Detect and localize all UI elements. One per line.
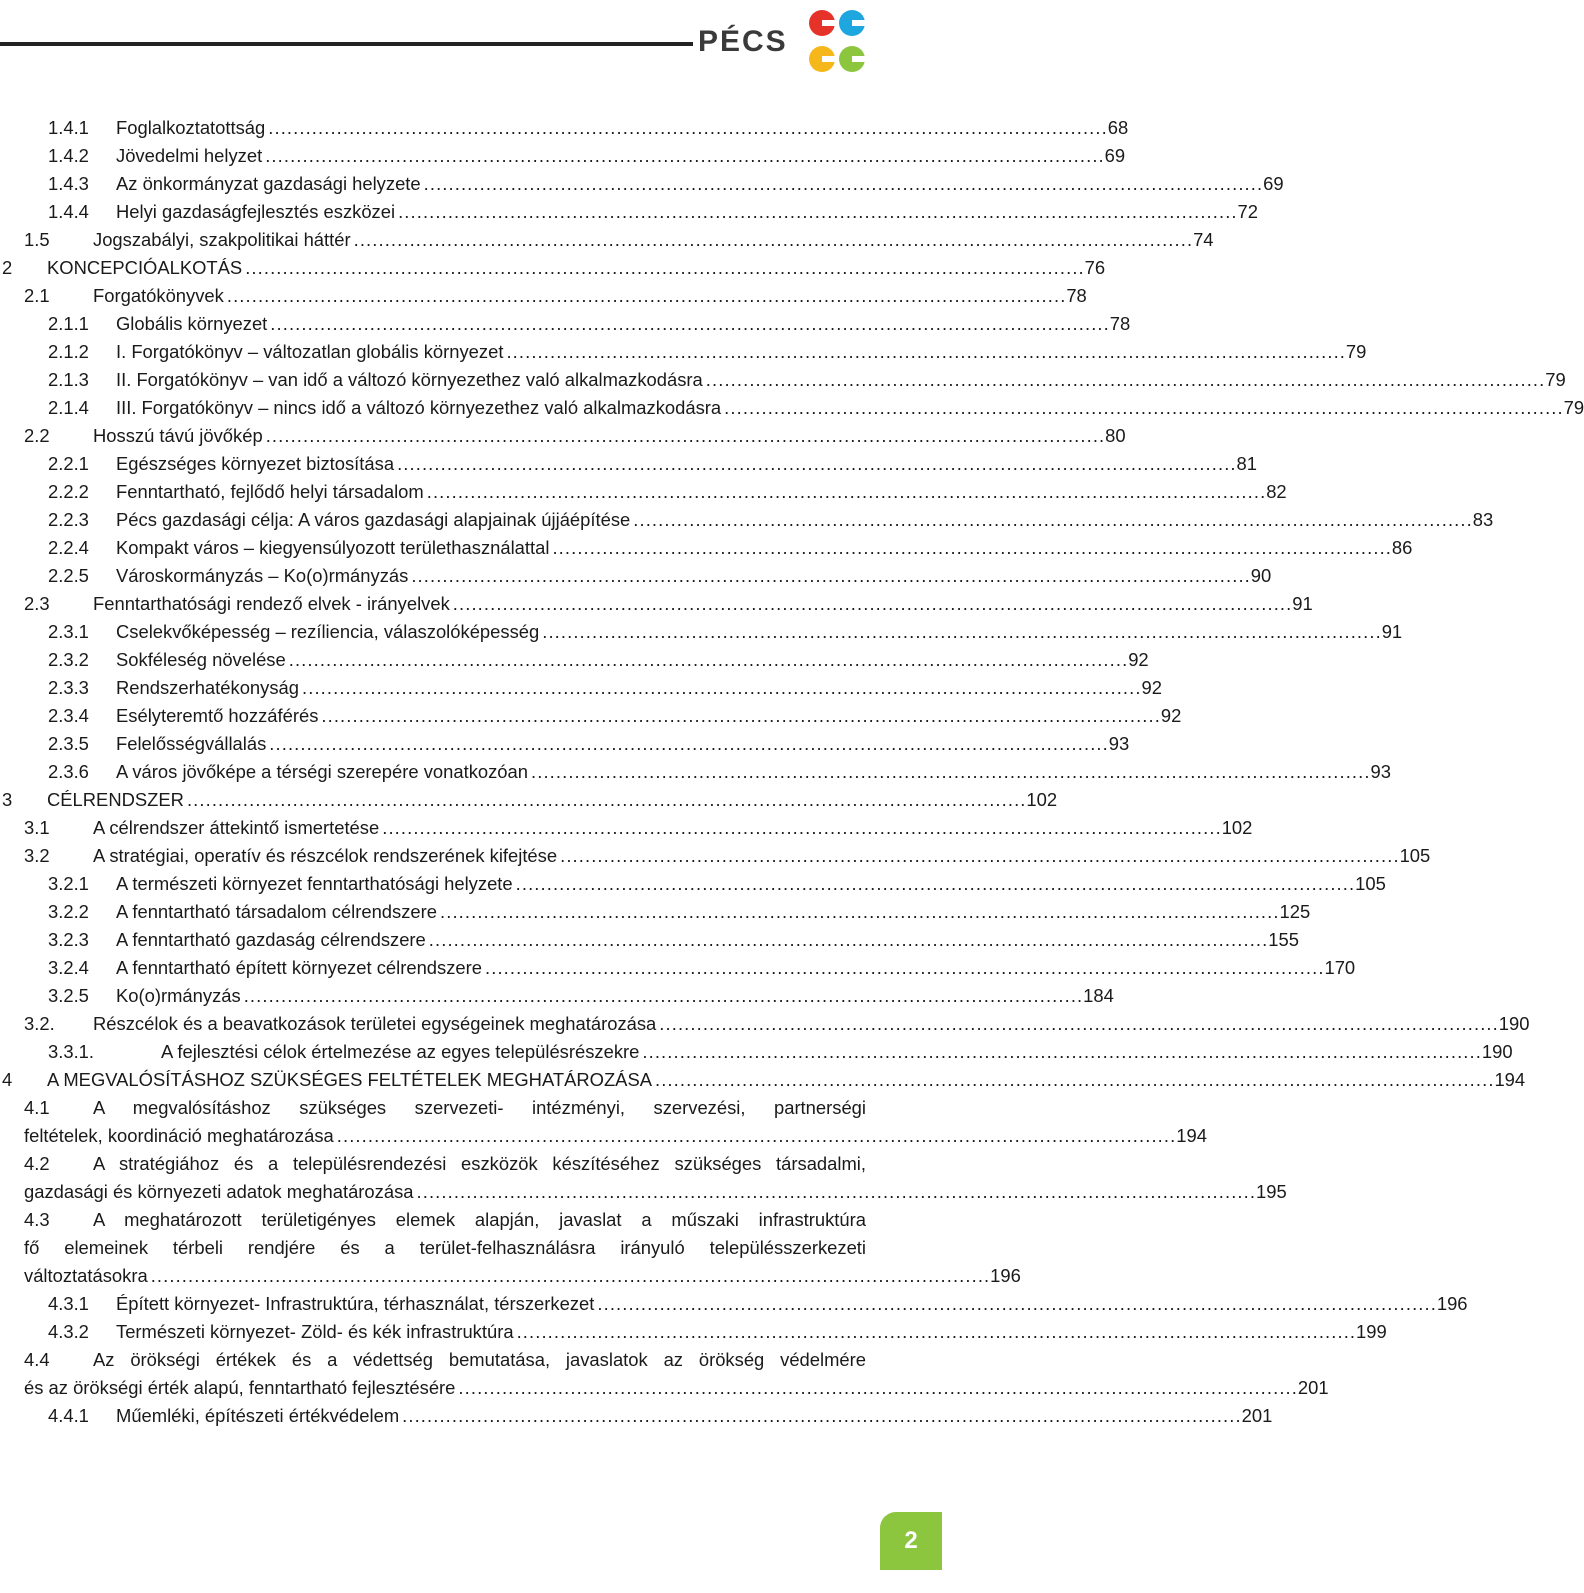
toc-entry-title-text: gazdasági és környezeti adatok meghatározása — [24, 1181, 414, 1202]
toc-entry-page: 92 — [1128, 649, 1149, 670]
toc-entry[interactable] — [48, 142, 1126, 170]
toc-leader-dots — [453, 590, 1289, 618]
toc-entry[interactable] — [48, 478, 1287, 506]
toc-entry-page: 93 — [1108, 733, 1130, 754]
toc-leader-dots — [398, 198, 1234, 226]
toc-entry[interactable] — [24, 1206, 1021, 1290]
toc-entry-page: 82 — [1266, 481, 1287, 502]
toc-leader-dots — [597, 1290, 1433, 1318]
toc-entry-page: 201 — [1297, 1377, 1329, 1398]
toc-entry[interactable] — [24, 1150, 1287, 1206]
toc-entry[interactable] — [48, 898, 1311, 926]
toc-entry-title: A fenntartható társadalom célrendszere — [116, 901, 438, 922]
toc-entry-number: 4.3.2 — [48, 1321, 89, 1342]
toc-entry-page: 102 — [1221, 817, 1253, 838]
toc-entry[interactable] — [48, 646, 1149, 674]
toc-entry-number: 4.3 — [24, 1209, 50, 1230]
toc-entry[interactable] — [48, 730, 1130, 758]
toc-entry-title: A fenntartható gazdaság célrendszere — [116, 929, 426, 950]
toc-leader-dots — [485, 954, 1321, 982]
toc-entry-number: 2.3.2 — [48, 649, 89, 670]
toc-entry-page: 194 — [1176, 1125, 1207, 1146]
toc-entry-title: Az önkormányzat gazdasági helyzete — [116, 173, 421, 194]
toc-entry-last-line — [24, 1122, 1207, 1150]
toc-leader-dots — [517, 1318, 1353, 1346]
toc-entry-number: 3.2.1 — [48, 873, 89, 894]
toc-entry[interactable] — [48, 702, 1182, 730]
toc-entry-title-line — [24, 1150, 866, 1178]
toc-leader-dots — [265, 142, 1101, 170]
toc-entry-number: 4.4.1 — [48, 1405, 89, 1426]
toc-entry-title-line — [24, 1094, 866, 1122]
toc-entry-title: Jogszabályi, szakpolitikai háttér — [93, 229, 351, 250]
toc-entry[interactable] — [48, 758, 1391, 786]
toc-entry[interactable] — [48, 1402, 1273, 1430]
toc-entry-page: 105 — [1399, 845, 1431, 866]
toc-entry-title-text: A meghatározott területigényes elemek alapján, javaslat a műszaki infrastruktúra — [93, 1209, 866, 1230]
toc-entry-title: A város jövőképe a térségi szerepére vonatkozóan — [116, 761, 528, 782]
toc-leader-dots — [440, 898, 1276, 926]
toc-entry-number: 2.3.6 — [48, 761, 89, 782]
toc-entry[interactable] — [48, 926, 1299, 954]
toc-entry-title-text: A stratégiához és a településrendezési eszközök készítéséhez szükséges társadalmi, — [93, 1153, 866, 1174]
toc-leader-dots — [642, 1038, 1478, 1066]
toc-entry-page: 170 — [1324, 957, 1356, 978]
toc-entry-title-line — [24, 1206, 866, 1234]
toc-entry-title: Fenntarthatósági rendező elvek - irányelvek — [93, 593, 450, 614]
toc-entry[interactable] — [48, 982, 1114, 1010]
toc-entry-page: 194 — [1494, 1069, 1526, 1090]
toc-entry-number: 2.1.3 — [48, 369, 89, 390]
toc-entry-title: Rendszerhatékonyság — [116, 677, 299, 698]
toc-leader-dots — [269, 730, 1105, 758]
toc-entry-number: 2.2.5 — [48, 565, 89, 586]
toc-entry-title: III. Forgatókönyv – nincs idő a változó környezethez való alkalmazkodásra — [116, 397, 722, 418]
toc-entry-number: 1.4.3 — [48, 173, 89, 194]
toc-entry-page: 125 — [1279, 901, 1311, 922]
toc-entry-page: 69 — [1104, 145, 1126, 166]
toc-entry[interactable] — [48, 198, 1259, 226]
toc-entry-page: 72 — [1237, 201, 1259, 222]
toc-entry-last-line — [24, 1178, 1287, 1206]
toc-entry[interactable] — [24, 814, 1253, 842]
toc-entry-title: Helyi gazdaságfejlesztés eszközei — [116, 201, 396, 222]
toc-entry-page: 79 — [1345, 341, 1367, 362]
toc-entry-title: Globális környezet — [116, 313, 268, 334]
toc-entry[interactable] — [2, 1066, 1526, 1094]
toc-entry-number: 2.3 — [24, 593, 50, 614]
toc-entry-title: Felelősségvállalás — [116, 733, 267, 754]
toc-entry[interactable] — [24, 226, 1214, 254]
toc-leader-dots — [542, 618, 1378, 646]
toc-entry-number: 2.2 — [24, 425, 50, 446]
toc-entry-title-text: fő elemeinek térbeli rendjére és a terület-felhasználásra irányuló településszerkezeti — [24, 1237, 866, 1258]
toc-entry-number: 2.3.4 — [48, 705, 89, 726]
toc-entry-title: Ko(o)rmányzás — [116, 985, 241, 1006]
toc-entry-title: A fenntartható épített környezet célrendszere — [116, 957, 482, 978]
toc-entry[interactable] — [48, 618, 1403, 646]
toc-leader-dots — [560, 842, 1396, 870]
toc-entry-title: Hosszú távú jövőkép — [93, 425, 263, 446]
toc-entry-title: Foglalkoztatottság — [116, 117, 266, 138]
toc-leader-dots — [659, 1010, 1495, 1038]
toc-leader-dots — [302, 674, 1138, 702]
toc-leader-dots — [354, 226, 1190, 254]
toc-entry-page: 90 — [1250, 565, 1272, 586]
toc-entry-title: Jövedelmi helyzet — [116, 145, 263, 166]
toc-entry-title: Városkormányzás – Ko(o)rmányzás — [116, 565, 409, 586]
toc-entry[interactable] — [24, 282, 1087, 310]
toc-entry-title: Természeti környezet- Zöld- és kék infrastruktúra — [116, 1321, 514, 1342]
toc-entry-page: 92 — [1160, 705, 1182, 726]
toc-entry[interactable] — [48, 114, 1129, 142]
toc-entry[interactable] — [48, 562, 1272, 590]
toc-entry-title-line — [24, 1234, 866, 1262]
toc-entry-number: 4.1 — [24, 1097, 50, 1118]
toc-entry-title-text: változtatásokra — [24, 1265, 148, 1286]
toc-entry-number: 2.2.4 — [48, 537, 89, 558]
toc-entry[interactable] — [24, 1094, 1207, 1150]
toc-entry-page: 199 — [1356, 1321, 1387, 1342]
toc-entry[interactable] — [48, 954, 1356, 982]
toc-entry-page: 83 — [1472, 509, 1494, 530]
toc-entry-title-text: A megvalósításhoz szükséges szervezeti- intézményi, szervezési, partnerségi — [93, 1097, 866, 1118]
toc-entry-number: 2.1.2 — [48, 341, 89, 362]
toc-entry-number: 1.4.4 — [48, 201, 89, 222]
toc-entry-page: 81 — [1236, 453, 1257, 474]
toc-entry-title-text: feltételek, koordináció meghatározása — [24, 1125, 334, 1146]
toc-leader-dots — [424, 170, 1260, 198]
toc-entry-page: 86 — [1391, 537, 1413, 558]
toc-entry-page: 91 — [1381, 621, 1403, 642]
toc-entry[interactable] — [48, 534, 1413, 562]
toc-entry[interactable] — [48, 870, 1386, 898]
toc-entry-title: A MEGVALÓSÍTÁSHOZ SZÜKSÉGES FELTÉTELEK MEGHATÁROZÁSA — [47, 1069, 652, 1090]
toc-entry-title: CÉLRENDSZER — [47, 789, 184, 810]
toc-leader-dots — [397, 450, 1233, 478]
toc-entry-title-text: Az örökségi értékek és a védettség bemutatása, javaslatok az örökség védelmére — [93, 1349, 866, 1370]
toc-entry-title: Egészséges környezet biztosítása — [116, 453, 395, 474]
toc-entry-number: 2.2.1 — [48, 453, 89, 474]
toc-entry-number: 3.2. — [24, 1013, 55, 1034]
toc-entry-title: Kompakt város – kiegyensúlyozott területhasználattal — [116, 537, 550, 558]
toc-leader-dots — [337, 1122, 1173, 1150]
toc-entry[interactable] — [48, 310, 1131, 338]
logo-text: PÉCS — [698, 25, 788, 58]
toc-entry-page: 102 — [1026, 789, 1058, 810]
toc-entry-page: 195 — [1255, 1181, 1287, 1202]
toc-entry-title: Részcélok és a beavatkozások területei egységeinek meghatározása — [93, 1013, 657, 1034]
toc-entry-title: A célrendszer áttekintő ismertetése — [93, 817, 380, 838]
toc-leader-dots — [655, 1066, 1491, 1094]
toc-leader-dots — [552, 534, 1388, 562]
toc-leader-dots — [531, 758, 1367, 786]
toc-leader-dots — [417, 1178, 1253, 1206]
toc-entry[interactable] — [2, 786, 1058, 814]
toc-entry-number: 4.2 — [24, 1153, 50, 1174]
toc-entry-number: 2.1.4 — [48, 397, 89, 418]
toc-entry[interactable] — [24, 842, 1431, 870]
toc-leader-dots — [458, 1374, 1294, 1402]
toc-entry-number: 2.3.5 — [48, 733, 89, 754]
toc-entry-page: 79 — [1563, 397, 1584, 418]
toc-entry-number: 4.3.1 — [48, 1293, 89, 1314]
toc-entry[interactable] — [48, 394, 1584, 422]
toc-entry-page: 105 — [1355, 873, 1386, 894]
toc-leader-dots — [244, 982, 1080, 1010]
toc-entry-title: II. Forgatókönyv – van idő a változó környezethez való alkalmazkodásra — [116, 369, 703, 390]
toc-entry-number: 1.5 — [24, 229, 50, 250]
toc-leader-dots — [321, 702, 1157, 730]
toc-entry-title: KONCEPCIÓALKOTÁS — [47, 257, 243, 278]
toc-entry-number: 2.1 — [24, 285, 50, 306]
logo-mark-icon — [806, 6, 868, 80]
toc-entry-number: 2.1.1 — [48, 313, 89, 334]
toc-entry-page: 93 — [1370, 761, 1391, 782]
toc-entry-page: 196 — [990, 1265, 1021, 1286]
toc-entry-number: 3.2.3 — [48, 929, 89, 950]
toc-entry-page: 68 — [1107, 117, 1129, 138]
toc-entry-page: 78 — [1109, 313, 1131, 334]
toc-leader-dots — [289, 646, 1125, 674]
toc-leader-dots — [724, 394, 1560, 422]
toc-entry-page: 196 — [1436, 1293, 1468, 1314]
toc-entry[interactable] — [2, 254, 1106, 282]
toc-entry-number: 3.2.5 — [48, 985, 89, 1006]
toc-leader-dots — [266, 422, 1102, 450]
toc-entry-page: 78 — [1066, 285, 1087, 306]
toc-leader-dots — [506, 338, 1342, 366]
toc-entry-page: 74 — [1193, 229, 1214, 250]
toc-entry-title: Fenntartható, fejlődő helyi társadalom — [116, 481, 424, 502]
toc-entry-page: 155 — [1268, 929, 1299, 950]
toc-entry-page: 190 — [1498, 1013, 1530, 1034]
toc-leader-dots — [411, 562, 1247, 590]
toc-entry-number: 1.4.1 — [48, 117, 89, 138]
toc-leader-dots — [151, 1262, 987, 1290]
toc-leader-dots — [402, 1402, 1238, 1430]
toc-leader-dots — [227, 282, 1063, 310]
toc-entry-page: 190 — [1481, 1041, 1513, 1062]
page-number-badge: 2 — [880, 1512, 942, 1570]
toc-entry-number: 3.2.2 — [48, 901, 89, 922]
toc-entry-number: 2.2.3 — [48, 509, 89, 530]
toc-entry-number: 3.1 — [24, 817, 50, 838]
toc-entry[interactable] — [48, 366, 1566, 394]
toc-entry-page: 79 — [1545, 369, 1566, 390]
toc-entry-title: Cselekvőképesség – rezíliencia, válaszolóképesség — [116, 621, 540, 642]
toc-leader-dots — [706, 366, 1542, 394]
toc-entry-page: 69 — [1263, 173, 1284, 194]
toc-entry-number: 1.4.2 — [48, 145, 89, 166]
toc-entry[interactable] — [48, 1318, 1387, 1346]
toc-entry-number: 3 — [2, 789, 13, 810]
toc-leader-dots — [270, 310, 1106, 338]
toc-entry-number: 3.2 — [24, 845, 50, 866]
toc-entry[interactable] — [48, 338, 1367, 366]
pecs-logo — [698, 6, 873, 80]
toc-entry-page: 80 — [1105, 425, 1126, 446]
toc-entry-page: 76 — [1084, 257, 1106, 278]
toc-entry[interactable] — [48, 674, 1162, 702]
toc-entry-last-line — [24, 1262, 1021, 1290]
toc-entry-title: Pécs gazdasági célja: A város gazdasági alapjainak újjáépítése — [116, 509, 631, 530]
toc-entry-title: Esélyteremtő hozzáférés — [116, 705, 319, 726]
toc-entry-number: 2.3.1 — [48, 621, 89, 642]
toc-entry-number: 4.4 — [24, 1349, 50, 1370]
toc-entry-title: A természeti környezet fenntarthatósági helyzete — [116, 873, 513, 894]
toc-leader-dots — [382, 814, 1218, 842]
toc-leader-dots — [268, 114, 1104, 142]
toc-entry-number: 2 — [2, 257, 13, 278]
toc-entry[interactable] — [24, 422, 1126, 450]
toc-leader-dots — [427, 478, 1263, 506]
toc-entry[interactable] — [48, 1290, 1468, 1318]
toc-entry[interactable] — [48, 170, 1284, 198]
toc-leader-dots — [245, 254, 1081, 282]
toc-entry-title-text: és az örökségi érték alapú, fenntartható fejlesztésére — [24, 1377, 456, 1398]
toc-leader-dots — [516, 870, 1352, 898]
toc-entry-page: 184 — [1083, 985, 1114, 1006]
toc-entry-title: A stratégiai, operatív és részcélok rendszerének kifejtése — [93, 845, 558, 866]
toc-entry-number: 2.3.3 — [48, 677, 89, 698]
toc-entry[interactable] — [48, 506, 1494, 534]
toc-entry[interactable] — [48, 450, 1257, 478]
toc-entry-page: 92 — [1141, 677, 1162, 698]
toc-entry-title: Épített környezet- Infrastruktúra, térhasználat, térszerkezet — [116, 1293, 595, 1314]
toc-entry-number: 3.3.1. — [48, 1041, 95, 1062]
toc-entry-number: 4 — [2, 1069, 13, 1090]
toc-entry[interactable] — [24, 1010, 1530, 1038]
toc-leader-dots — [633, 506, 1469, 534]
toc-entry-title-line — [24, 1346, 866, 1374]
toc-entry-title: Sokféleség növelése — [116, 649, 286, 670]
toc-entry[interactable] — [24, 1346, 1329, 1402]
toc-entry-title: Forgatókönyvek — [93, 285, 224, 306]
toc-entry-page: 91 — [1292, 593, 1313, 614]
toc-leader-dots — [429, 926, 1265, 954]
toc-entry-page: 201 — [1241, 1405, 1273, 1426]
toc-entry-number: 3.2.4 — [48, 957, 89, 978]
toc-entry[interactable] — [24, 590, 1313, 618]
toc-entry-last-line — [24, 1374, 1329, 1402]
header-rule — [0, 42, 693, 46]
toc-leader-dots — [187, 786, 1023, 814]
toc-entry-title: A fejlesztési célok értelmezése az egyes településrészekre — [161, 1041, 640, 1062]
toc-entry-number: 2.2.2 — [48, 481, 89, 502]
toc-entry-title: Műemléki, építészeti értékvédelem — [116, 1405, 400, 1426]
toc-entry-title: I. Forgatókönyv – változatlan globális környezet — [116, 341, 504, 362]
toc-entry[interactable] — [48, 1038, 1513, 1066]
